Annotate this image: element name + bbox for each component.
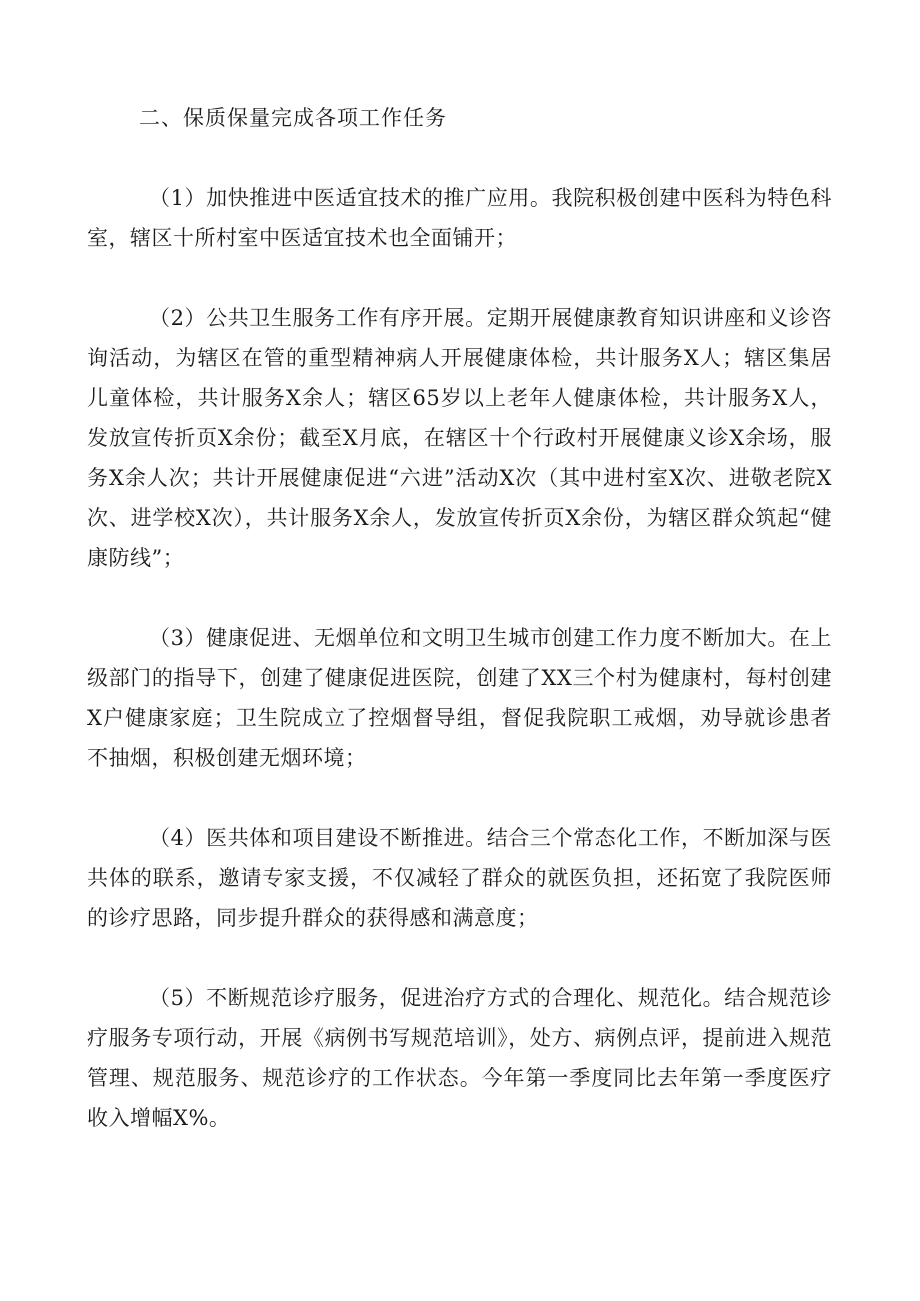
section-heading: 二、保质保量完成各项工作任务: [139, 106, 447, 130]
paragraph-5: （5）不断规范诊疗服务，促进治疗方式的合理化、规范化。结合规范诊疗服务专项行动，开展《病例书写规范培训》，处方、病例点评，提前进入规范管理、规范服务、规范诊疗的工作状态。今年第一季度同比去年第一季度医疗收入增幅X%。: [87, 986, 832, 1130]
spacer: [87, 778, 832, 818]
paragraph-4: （4）医共体和项目建设不断推进。结合三个常态化工作，不断加深与医共体的联系，邀请专家支援，不仅减轻了群众的就医负担，还拓宽了我院医师的诊疗思路，同步提升群众的获得感和满意度；: [87, 826, 832, 930]
spacer: [87, 578, 832, 618]
paragraph-2: （2）公共卫生服务工作有序开展。定期开展健康教育知识讲座和义诊咨询活动，为辖区在管的重型精神病人开展健康体检，共计服务X人；辖区集居儿童体检，共计服务X余人；辖区65岁以上老年人健康体检，共计服务X人，发放宣传折页X余份；截至X月底，在辖区十个行政村开展健康义诊X余场，服务X余人次；共计开展健康促进“六进”活动X次（其中进村室X次、进敬老院X次、进学校X次），共计服务X余人，发放宣传折页X余份，为辖区群众筑起“健康防线”；: [87, 306, 832, 570]
spacer: [87, 938, 832, 978]
paragraph-1: （1）加快推进中医适宜技术的推广应用。我院积极创建中医科为特色科室，辖区十所村室中医适宜技术也全面铺开；: [87, 186, 832, 250]
paragraph-3: （3）健康促进、无烟单位和文明卫生城市创建工作力度不断加大。在上级部门的指导下，创建了健康促进医院，创建了XX三个村为健康村，每村创建X户健康家庭；卫生院成立了控烟督导组，督促我院职工戒烟，劝导就诊患者不抽烟，积极创建无烟环境；: [87, 626, 832, 770]
spacer: [87, 258, 832, 298]
document-body: [87, 98, 832, 1138]
spacer: [87, 138, 832, 178]
